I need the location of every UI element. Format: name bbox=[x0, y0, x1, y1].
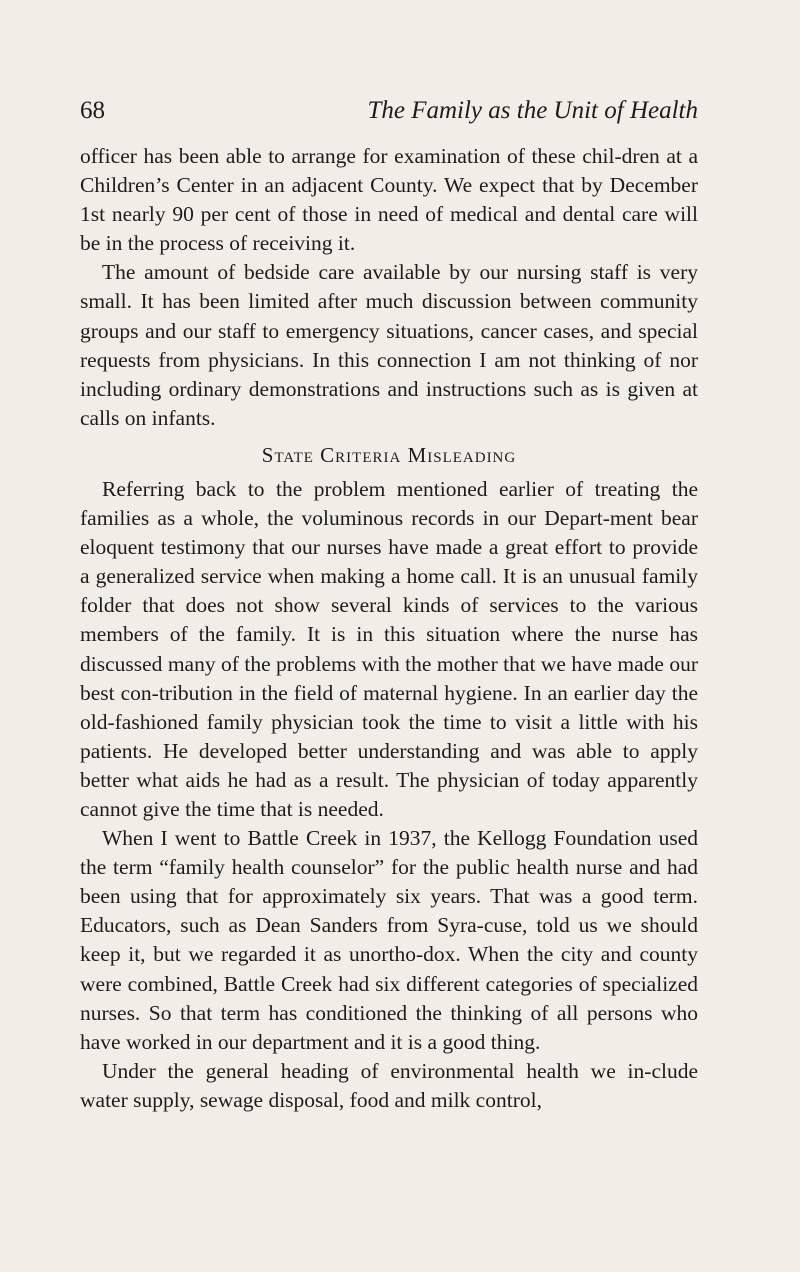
paragraph-families-as-whole: Referring back to the problem mentioned earlier of treating the families as a whole, the voluminous records in our Depart-ment bear eloquent testimony that our nurses have made a great effort to provide a generalized service when making a home call. It is an unusual family folder that does not show several kinds of services to the various members of the family. It is in this situation where the nurse has discussed many of the problems with the mother that we have made our best con-tribution in the field of maternal hygiene. In an earlier day the old-fashioned family physician took the time to visit a little with his patients. He developed better understanding and was able to apply better what aids he had as a result. The physician of today apparently cannot give the time that is needed. bbox=[80, 476, 698, 821]
page-number: 68 bbox=[80, 97, 105, 124]
book-page bbox=[80, 96, 698, 1115]
running-title: The Family as the Unit of Health bbox=[367, 97, 698, 124]
paragraph-battle-creek: When I went to Battle Creek in 1937, the Kellogg Foundation used the term “family health counselor” for the public health nurse and had been using that for approximately six years. That was a good term. Educators, such as Dean Sanders from Syra-cuse, told us we should keep it, but we regarded it as unortho-dox. When the city and county were combined, Battle Creek had six different categories of specialized nurses. So that term has conditioned the thinking of all persons who have worked in our department and it is a good thing. bbox=[80, 826, 698, 1054]
section-heading: State Criteria Misleading bbox=[261, 442, 517, 467]
paragraph-examination: officer has been able to arrange for examination of these chil-dren at a Children’s Center in an adjacent County. We expect that by December 1st nearly 90 per cent of those in need of medical and dental care will be in the process of receiving it. bbox=[80, 144, 698, 256]
running-head bbox=[80, 96, 698, 142]
paragraph-bedside-care: The amount of bedside care available by our nursing staff is very small. It has been limited after much discussion between community groups and our staff to emergency situations, cancer cases, and special requests from physicians. In this connection I am not thinking of nor including ordinary demonstrations and instructions such as is given at calls on infants. bbox=[80, 260, 698, 430]
paragraph-environmental-health: Under the general heading of environmental health we in-clude water supply, sewage disposal, food and milk control, bbox=[80, 1058, 698, 1112]
